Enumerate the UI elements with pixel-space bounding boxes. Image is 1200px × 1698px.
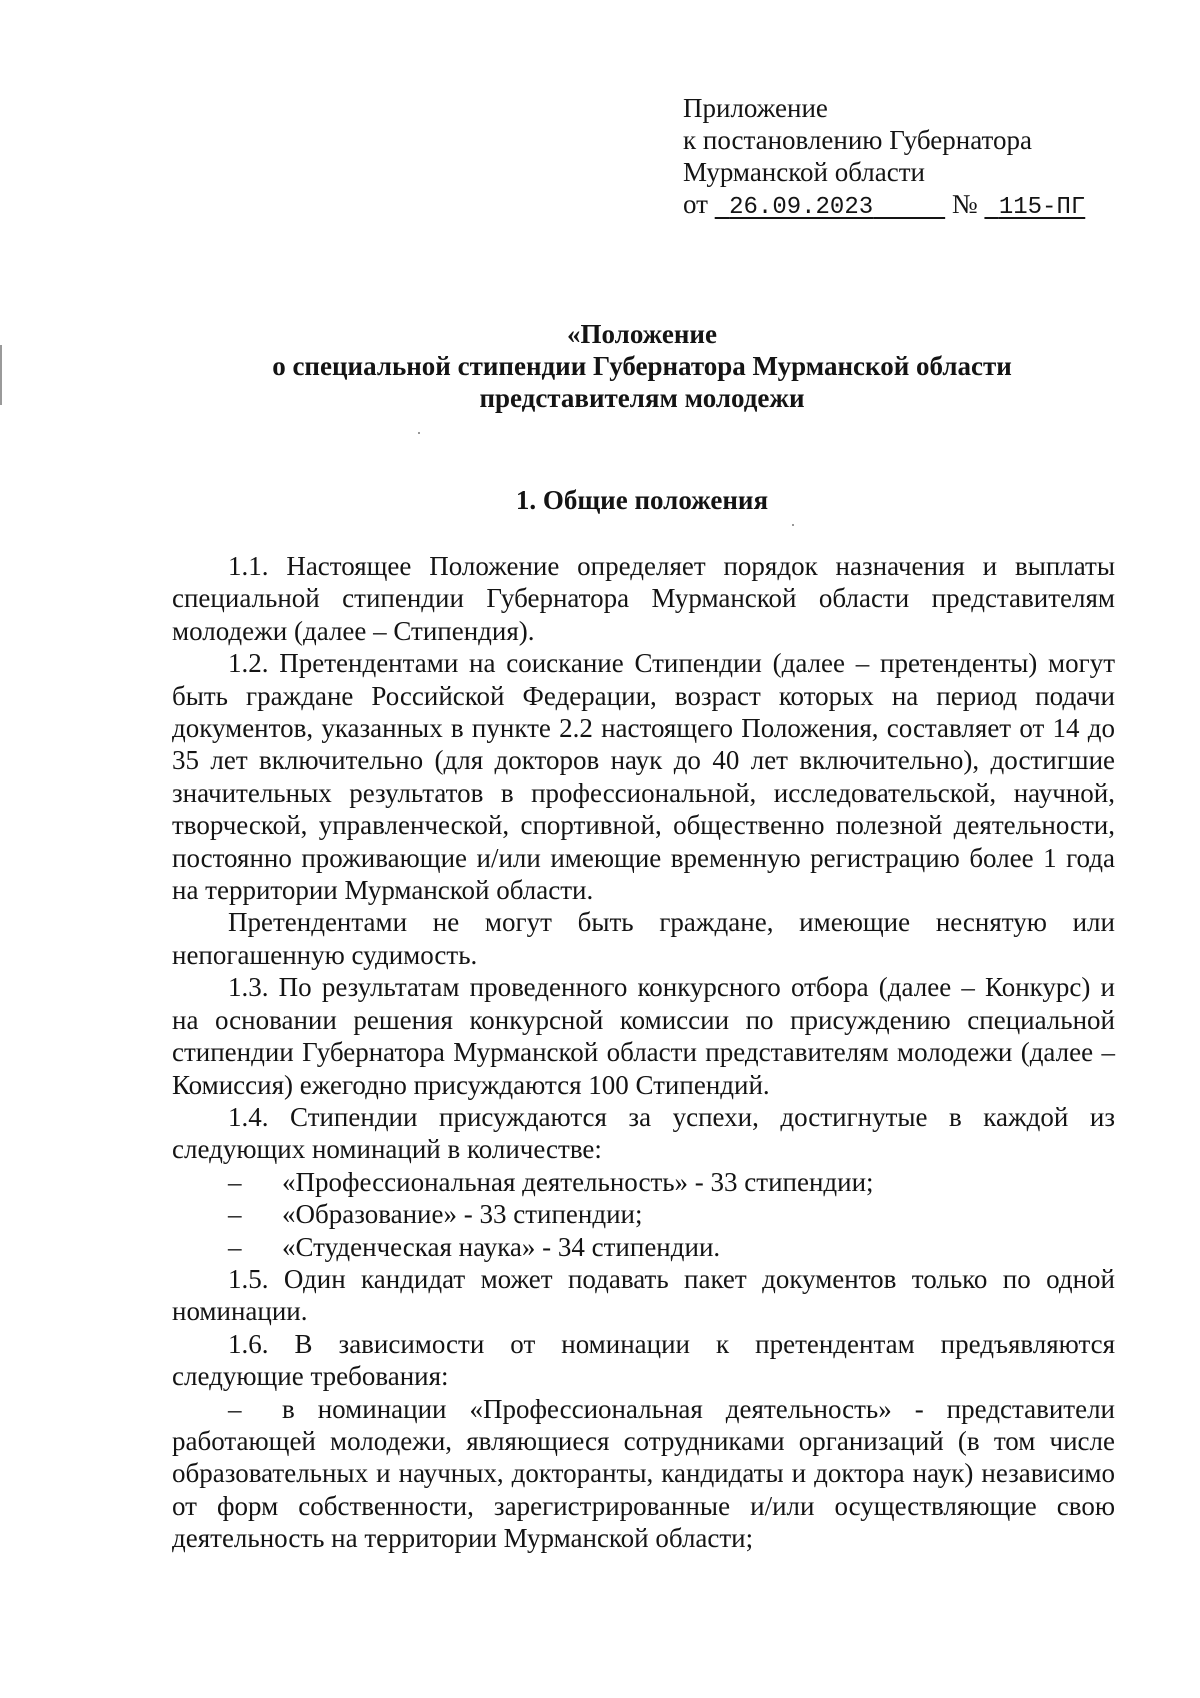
- paragraph-1-3: 1.3. По результатам проведенного конкурсного отбора (далее – Конкурс) и на основании решения конкурсной комиссии по присуждению специальной стипендии Губернатора Мурманской области представителям молодежи (далее – Комиссия) ежегодно присуждаются 100 Стипендий.: [172, 972, 1115, 1100]
- list-item: – «Студенческая наука» - 34 стипендии.: [172, 1231, 1115, 1263]
- section-heading: 1. Общие положения: [515, 485, 769, 515]
- appendix-label: Приложение: [683, 93, 828, 123]
- scan-speck: [792, 524, 794, 526]
- appendix-number: 115-ПГ: [998, 194, 1086, 221]
- appendix-date-number-line: [683, 188, 1085, 224]
- dash-marker: –: [228, 1166, 242, 1197]
- appendix-from-label: от: [683, 189, 708, 219]
- paragraph-1-2-note: Претендентами не могут быть граждане, имеющие неснятую или непогашенную судимость.: [172, 907, 1115, 970]
- title-line-1: «Положение: [567, 319, 717, 349]
- document-body: [172, 550, 1115, 1555]
- appendix-number-label: №: [951, 189, 978, 219]
- list-item: – «Профессиональная деятельность» - 33 стипендии;: [172, 1166, 1115, 1198]
- appendix-date: 26.09.2023: [729, 194, 874, 221]
- dash-marker: –: [228, 1393, 242, 1424]
- scan-edge-mark: [0, 345, 2, 405]
- appendix-block: [683, 92, 1085, 224]
- dash-marker: –: [228, 1199, 242, 1230]
- paragraph-1-1: 1.1. Настоящее Положение определяет порядок назначения и выплаты специальной стипендии Губернатора Мурманской области представителям молодежи (далее – Стипендия).: [172, 551, 1115, 646]
- paragraph-1-4: 1.4. Стипендии присуждаются за успехи, достигнутые в каждой из следующих номинаций в количестве:: [172, 1101, 1115, 1165]
- paragraph-1-6: 1.6. В зависимости от номинации к претендентам предъявляются следующие требования:: [172, 1328, 1115, 1392]
- appendix-region: Мурманской области: [683, 157, 925, 187]
- document-title: [172, 318, 1112, 414]
- paragraph-1-5: 1.5. Один кандидат может подавать пакет документов только по одной номинации.: [172, 1263, 1115, 1327]
- title-line-3: представителям молодежи: [479, 383, 805, 413]
- appendix-resolution: к постановлению Губернатора: [683, 125, 1032, 155]
- title-line-2: о специальной стипендии Губернатора Мурманской области: [272, 351, 1012, 381]
- dash-marker: –: [228, 1231, 242, 1262]
- requirement-item: – в номинации «Профессиональная деятельность» - представители работающей молодежи, являющиеся сотрудниками организаций (в том числе образовательных и научных, докторанты, кандидаты и доктора наук) независимо от форм собственности, зарегистрированные и/или осуществляющие свою деятельность на территории Мурманской области;: [172, 1393, 1115, 1554]
- scan-speck: [418, 432, 420, 434]
- list-item: – «Образование» - 33 стипендии;: [172, 1198, 1115, 1230]
- paragraph-1-2: 1.2. Претендентами на соискание Стипендии (далее – претенденты) могут быть граждане Российской Федерации, возраст которых на период подачи документов, указанных в пункте 2.2 настоящего Положения, составляет от 14 до 35 лет включительно (для докторов наук до 40 лет включительно), достигшие значительных результатов в профессиональной, исследовательской, научной, творческой, управленческой, спортивной, общественно полезной деятельности, постоянно проживающие и/или имеющие временную регистрацию более 1 года на территории Мурманской области.: [172, 648, 1115, 906]
